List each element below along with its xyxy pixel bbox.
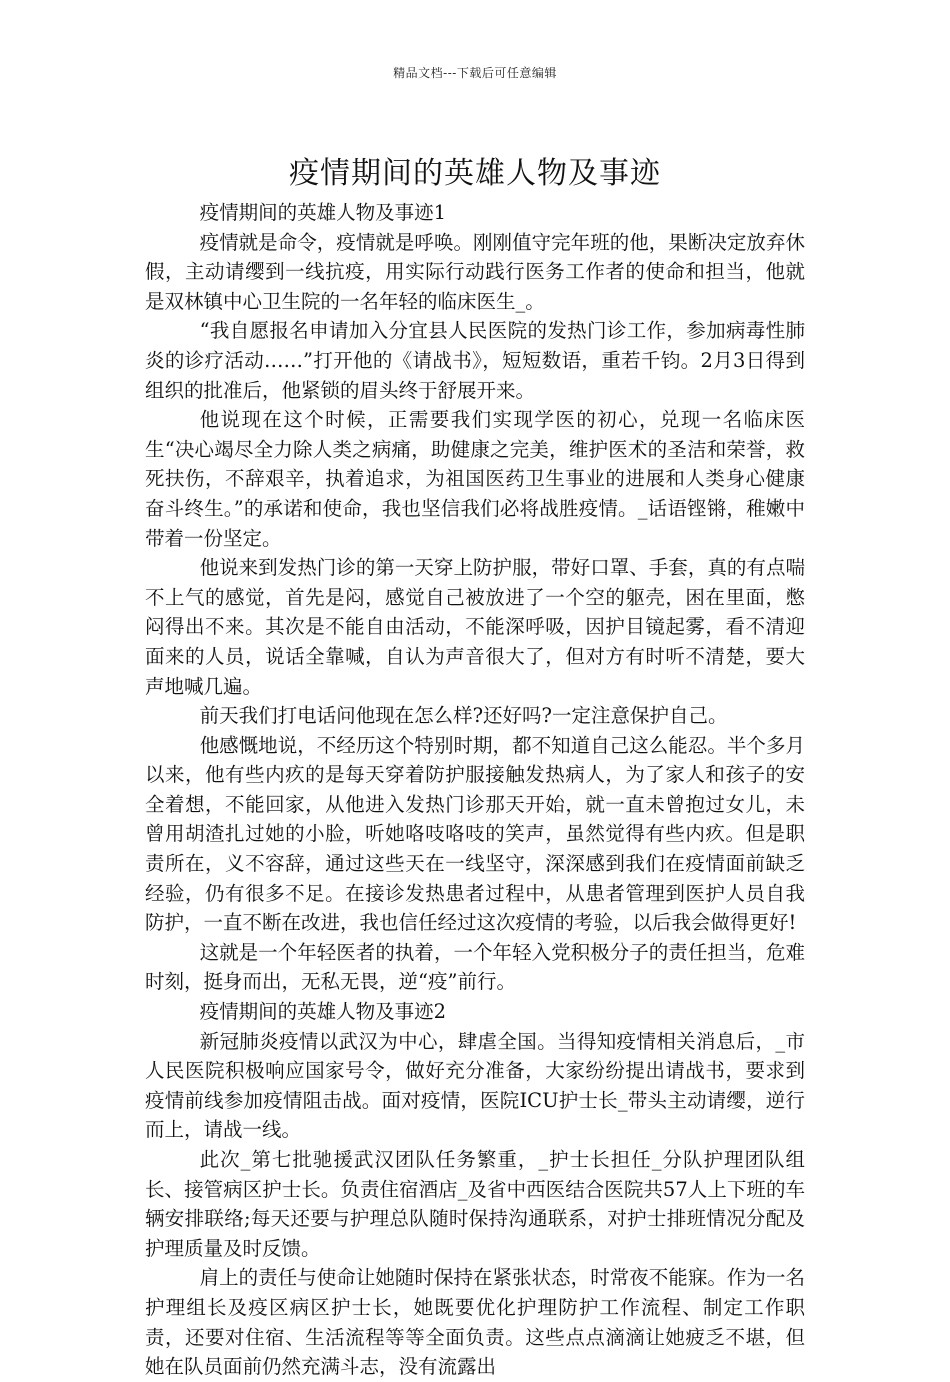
paragraph: 新冠肺炎疫情以武汉为中心，肆虐全国。当得知疫情相关消息后，_市人民医院积极响应国家号令，做好充分准备，大家纷纷提出请战书，要求到疫情前线参加疫情阻击战。面对疫情，医院ICU护士长_带头主动请缨，逆行而上，请战一线。 <box>145 1029 805 1142</box>
paragraph: 他说来到发热门诊的第一天穿上防护服，带好口罩、手套，真的有点喘不上气的感觉，首先是闷，感觉自己被放进了一个空的躯壳，困在里面，憋闷得出不来。其次是不能自由活动，不能深呼吸，因护目镜起雾，看不清迎面来的人员，说话全靠喊，自认为声音很大了，但对方有时听不清楚，要大声地喊几遍。 <box>145 556 805 698</box>
document-title: 疫情期间的英雄人物及事迹 <box>289 156 661 192</box>
paragraph: 这就是一个年轻医者的执着，一个年轻入党积极分子的责任担当，危难时刻，挺身而出，无私无畏，逆“疫”前行。 <box>145 940 805 994</box>
paragraph: 此次_第七批驰援武汉团队任务繁重，_护士长担任_分队护理团队组长、接管病区护士长。负责住宿酒店_及省中西医结合医院共57人上下班的车辆安排联络;每天还要与护理总队随时保持沟通联系，对护士排班情况分配及护理质量及时反馈。 <box>145 1148 805 1260</box>
document-body <box>145 198 805 1382</box>
paragraph: 肩上的责任与使命让她随时保持在紧张状态，时常夜不能寐。作为一名护理组长及疫区病区护士长，她既要优化护理防护工作流程、制定工作职责，还要对住宿、生活流程等等全面负责。这些点点滴滴让她疲乏不堪，但她在队员面前仍然充满斗志，没有流露出 <box>145 1266 805 1379</box>
section-heading-2: 疫情期间的英雄人物及事迹2 <box>199 1000 447 1024</box>
section-heading-1: 疫情期间的英雄人物及事迹1 <box>199 201 447 224</box>
paragraph: 他说现在这个时候，正需要我们实现学医的初心，兑现一名临床医生“决心竭尽全力除人类之病痛，助健康之完美，维护医术的圣洁和荣誉，救死扶伤，不辞艰辛，执着追求，为祖国医药卫生事业的进展和人类身心健康奋斗终生。”的承诺和使命，我也坚信我们必将战胜疫情。_话语铿锵，稚嫩中带着一份坚定。 <box>145 408 805 550</box>
paragraph: 疫情就是命令，疫情就是呼唤。刚刚值守完年班的他，果断决定放弃休假，主动请缨到一线抗疫，用实际行动践行医务工作者的使命和担当，他就是双林镇中心卫生院的一名年轻的临床医生_。 <box>145 230 805 313</box>
paragraph: 前天我们打电话问他现在怎么样?还好吗?一定注意保护自己。 <box>199 704 728 728</box>
paragraph: “我自愿报名申请加入分宜县人民医院的发热门诊工作，参加病毒性肺炎的诊疗活动……”打开他的《请战书》，短短数语，重若千钧。2月3日得到组织的批准后，他紧锁的眉头终于舒展开来。 <box>145 319 805 402</box>
paragraph: 他感慨地说，不经历这个特别时期，都不知道自己这么能忍。半个多月以来，他有些内疚的是每天穿着防护服接触发热病人，为了家人和孩子的安全着想，不能回家，从他进入发热门诊那天开始，就一直未曾抱过女儿，未曾用胡渣扎过她的小脸，听她咯吱咯吱的笑声，虽然觉得有些内疚。但是职责所在，义不容辞，通过这些天在一线坚守，深深感到我们在疫情面前缺乏经验，仍有很多不足。在接诊发热患者过程中，从患者管理到医护人员自我防护，一直不断在改进，我也信任经过这次疫情的考验，以后我会做得更好! <box>145 733 805 935</box>
header-note: 精品文档---下载后可任意编辑 <box>393 66 557 80</box>
